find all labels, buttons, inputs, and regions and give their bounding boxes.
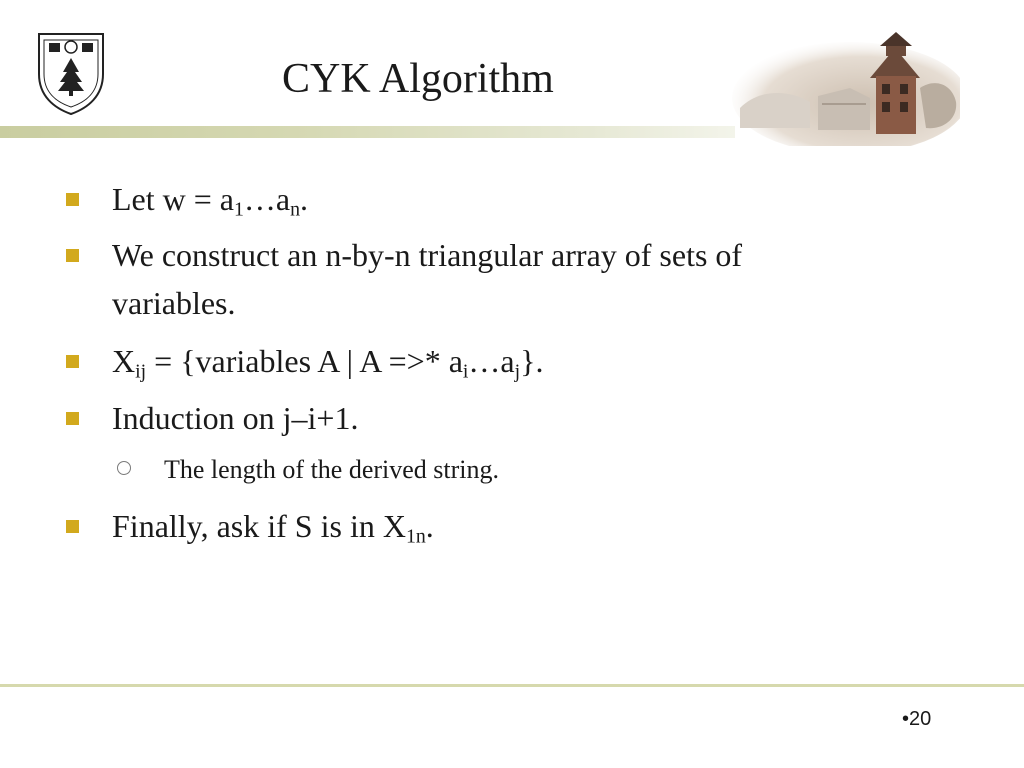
bullet-text: = {variables A | A =>* a — [146, 343, 463, 379]
bullet-text: …a — [243, 181, 291, 217]
bullet-item — [112, 337, 932, 385]
page-number: •20 — [902, 708, 932, 730]
slide-title: CYK Algorithm — [282, 56, 554, 102]
bullet-text: X — [112, 343, 136, 379]
bullet-item — [112, 231, 932, 327]
bullet-text-line: variables. — [112, 285, 236, 321]
bullet-text: . — [300, 181, 309, 217]
square-bullet-icon — [66, 355, 79, 368]
square-bullet-icon — [66, 520, 79, 533]
bullet-text: Induction on j–i+1. — [112, 400, 359, 436]
bullet-text: …a — [468, 343, 515, 379]
bullet-item — [112, 502, 932, 550]
bullet-text: Finally, ask if S is in X — [112, 508, 406, 544]
square-bullet-icon — [66, 412, 79, 425]
subscript: j — [514, 360, 521, 383]
header-divider — [0, 126, 735, 138]
bullet-text: }. — [520, 343, 544, 379]
bullet-item — [112, 394, 932, 442]
square-bullet-icon — [66, 193, 79, 206]
bullet-text: Let w = a — [112, 181, 234, 217]
bullet-text: . — [425, 508, 434, 544]
campus-tower-photo-icon — [730, 18, 960, 146]
sub-bullet-text: The length of the derived string. — [164, 455, 500, 484]
university-logo-icon — [36, 30, 106, 116]
subscript: ij — [135, 360, 147, 383]
subscript: 1n — [405, 525, 426, 548]
sub-bullet-item — [164, 452, 499, 488]
bullet-text-line: We construct an n-by-n triangular array of sets of — [112, 237, 743, 273]
subscript: i — [462, 360, 469, 383]
bullet-item — [112, 175, 932, 223]
subscript: n — [290, 198, 301, 221]
square-bullet-icon — [66, 249, 79, 262]
footer-divider — [0, 684, 1024, 687]
subscript: 1 — [234, 198, 244, 221]
circle-bullet-icon — [117, 461, 131, 475]
